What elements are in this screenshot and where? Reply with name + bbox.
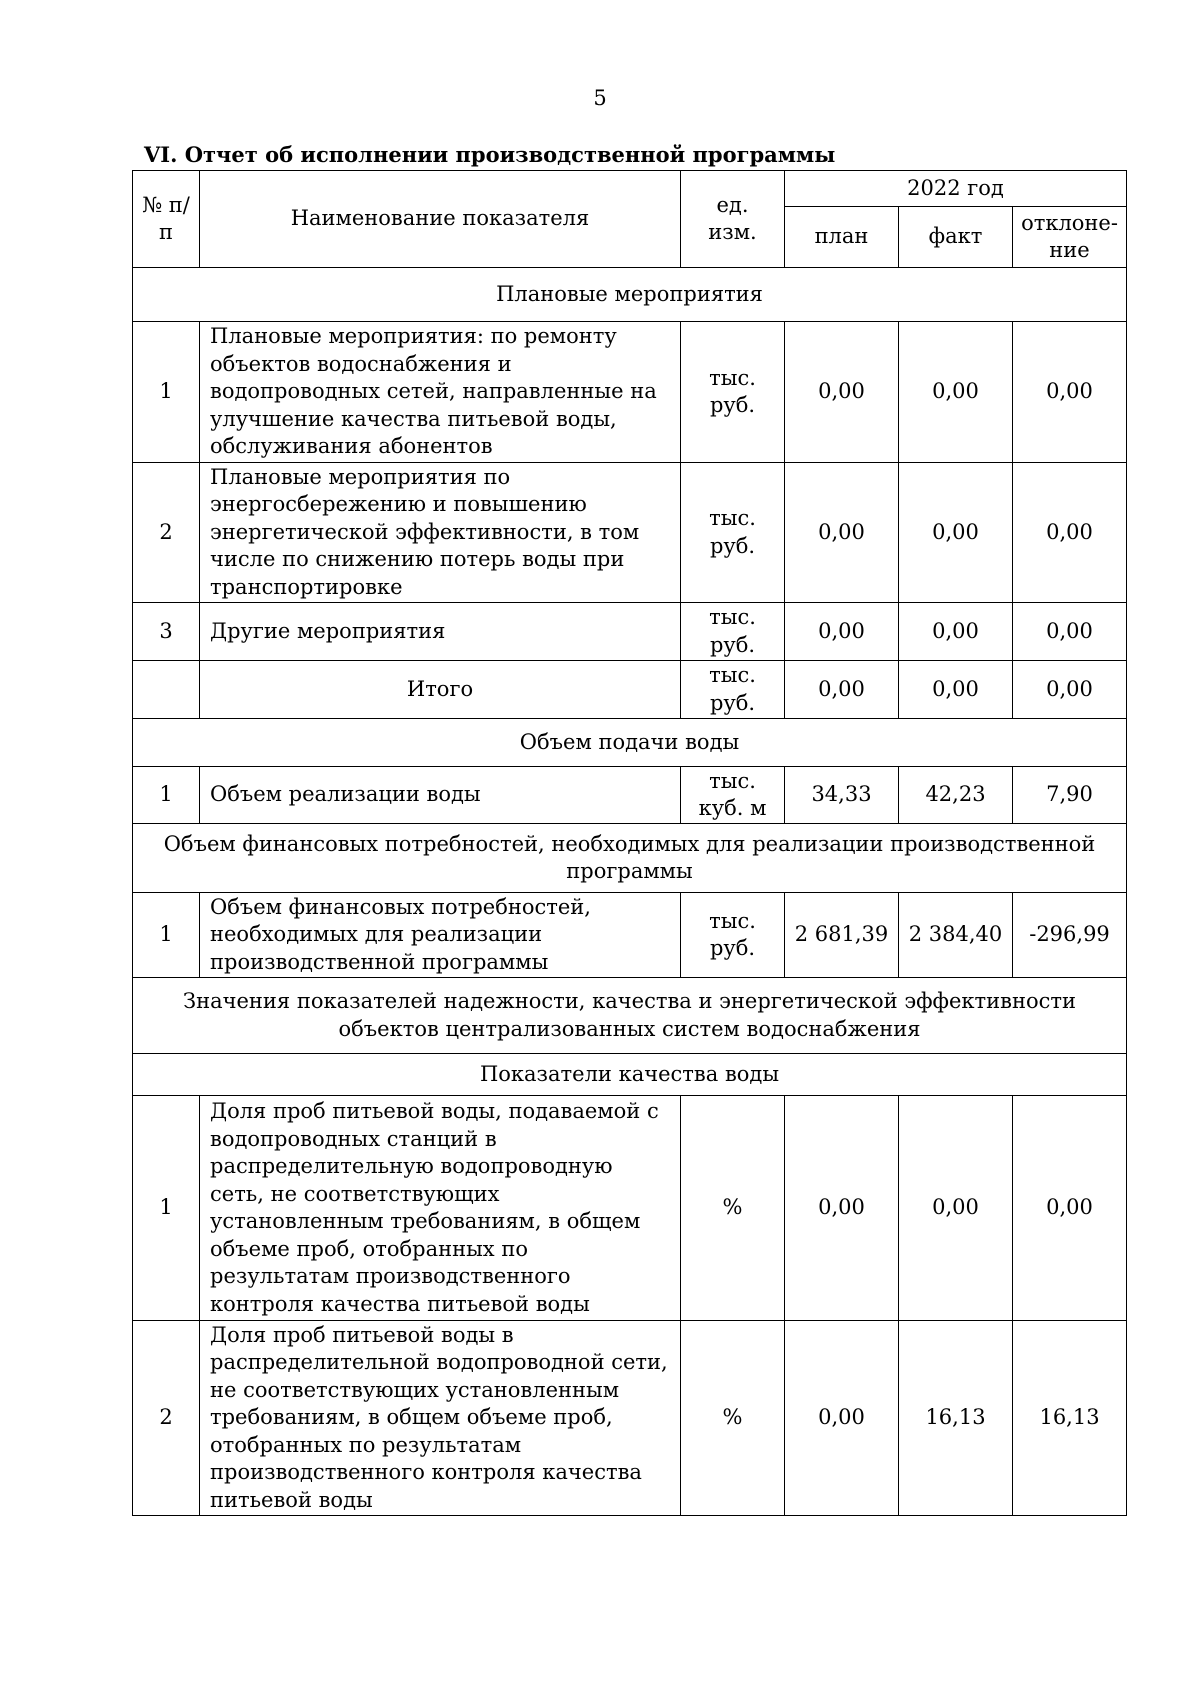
row-unit: % xyxy=(681,1321,785,1516)
section-row xyxy=(133,824,1127,893)
row-unit: тыс. руб. xyxy=(681,661,785,719)
row-num: 2 xyxy=(133,463,200,603)
row-num: 1 xyxy=(133,893,200,978)
table-row xyxy=(133,1321,1127,1516)
row-fact: 0,00 xyxy=(899,463,1013,603)
row-deviation: 0,00 xyxy=(1013,1096,1127,1321)
header-row xyxy=(133,171,1127,207)
row-fact: 16,13 xyxy=(899,1321,1013,1516)
row-fact: 0,00 xyxy=(899,661,1013,719)
row-name: Плановые мероприятия: по ремонту объектов водоснабжения и водопроводных сетей, направленные на улучшение качества питьевой воды, обслуживания абонентов xyxy=(200,322,681,463)
section-row xyxy=(133,1054,1127,1096)
header-year: 2022 год xyxy=(785,171,1127,207)
row-unit: тыс. куб. м xyxy=(681,767,785,824)
section-quality: Показатели качества воды xyxy=(133,1054,1127,1096)
row-num xyxy=(133,661,200,719)
header-fact: факт xyxy=(899,207,1013,268)
row-name: Итого xyxy=(200,661,681,719)
section-row xyxy=(133,719,1127,767)
table-row xyxy=(133,1096,1127,1321)
row-deviation: 7,90 xyxy=(1013,767,1127,824)
row-fact: 0,00 xyxy=(899,1096,1013,1321)
row-plan: 0,00 xyxy=(785,322,899,463)
header-deviation: отклоне-ние xyxy=(1013,207,1127,268)
section-finance: Объем финансовых потребностей, необходимых для реализации производственной программы xyxy=(133,824,1127,893)
row-deviation: 0,00 xyxy=(1013,322,1127,463)
row-plan: 2 681,39 xyxy=(785,893,899,978)
header-num: № п/п xyxy=(133,171,200,268)
row-name: Объем финансовых потребностей, необходимых для реализации производственной программы xyxy=(200,893,681,978)
row-name: Доля проб питьевой воды, подаваемой с водопроводных станций в распределительную водопроводную сеть, не соответствующих установленным требованиям, в общем объеме проб, отобранных по результатам производственного контроля качества питьевой воды xyxy=(200,1096,681,1321)
row-deviation: -296,99 xyxy=(1013,893,1127,978)
row-fact: 0,00 xyxy=(899,322,1013,463)
row-plan: 0,00 xyxy=(785,463,899,603)
row-num: 1 xyxy=(133,1096,200,1321)
row-unit: тыс. руб. xyxy=(681,893,785,978)
row-fact: 42,23 xyxy=(899,767,1013,824)
row-name: Объем реализации воды xyxy=(200,767,681,824)
row-num: 1 xyxy=(133,322,200,463)
section-planned: Плановые мероприятия xyxy=(133,268,1127,322)
row-plan: 0,00 xyxy=(785,603,899,661)
row-deviation: 0,00 xyxy=(1013,661,1127,719)
row-num: 2 xyxy=(133,1321,200,1516)
row-unit: тыс. руб. xyxy=(681,603,785,661)
section-row xyxy=(133,978,1127,1054)
header-name: Наименование показателя xyxy=(200,171,681,268)
row-name: Доля проб питьевой воды в распределительной водопроводной сети, не соответствующих установленным требованиям, в общем объеме проб, отобранных по результатам производственного контроля качества питьевой воды xyxy=(200,1321,681,1516)
row-fact: 0,00 xyxy=(899,603,1013,661)
header-unit: ед. изм. xyxy=(681,171,785,268)
row-plan: 0,00 xyxy=(785,1096,899,1321)
table-row xyxy=(133,767,1127,824)
table-row xyxy=(133,322,1127,463)
table-row xyxy=(133,603,1127,661)
page-number: 5 xyxy=(593,86,607,110)
table-row xyxy=(133,893,1127,978)
section-row xyxy=(133,268,1127,322)
row-unit: тыс. руб. xyxy=(681,463,785,603)
row-plan: 0,00 xyxy=(785,1321,899,1516)
section-heading: VI. Отчет об исполнении производственной программы xyxy=(144,142,836,167)
report-table xyxy=(132,170,1127,1516)
row-plan: 34,33 xyxy=(785,767,899,824)
table-row xyxy=(133,463,1127,603)
row-num: 3 xyxy=(133,603,200,661)
row-unit: % xyxy=(681,1096,785,1321)
row-deviation: 16,13 xyxy=(1013,1321,1127,1516)
row-deviation: 0,00 xyxy=(1013,463,1127,603)
row-fact: 2 384,40 xyxy=(899,893,1013,978)
row-plan: 0,00 xyxy=(785,661,899,719)
section-supply: Объем подачи воды xyxy=(133,719,1127,767)
row-name: Плановые мероприятия по энергосбережению и повышению энергетической эффективности, в том числе по снижению потерь воды при транспортировке xyxy=(200,463,681,603)
row-num: 1 xyxy=(133,767,200,824)
row-name: Другие мероприятия xyxy=(200,603,681,661)
row-unit: тыс. руб. xyxy=(681,322,785,463)
total-row xyxy=(133,661,1127,719)
header-plan: план xyxy=(785,207,899,268)
row-deviation: 0,00 xyxy=(1013,603,1127,661)
section-reliability: Значения показателей надежности, качества и энергетической эффективности объектов централизованных систем водоснабжения xyxy=(133,978,1127,1054)
